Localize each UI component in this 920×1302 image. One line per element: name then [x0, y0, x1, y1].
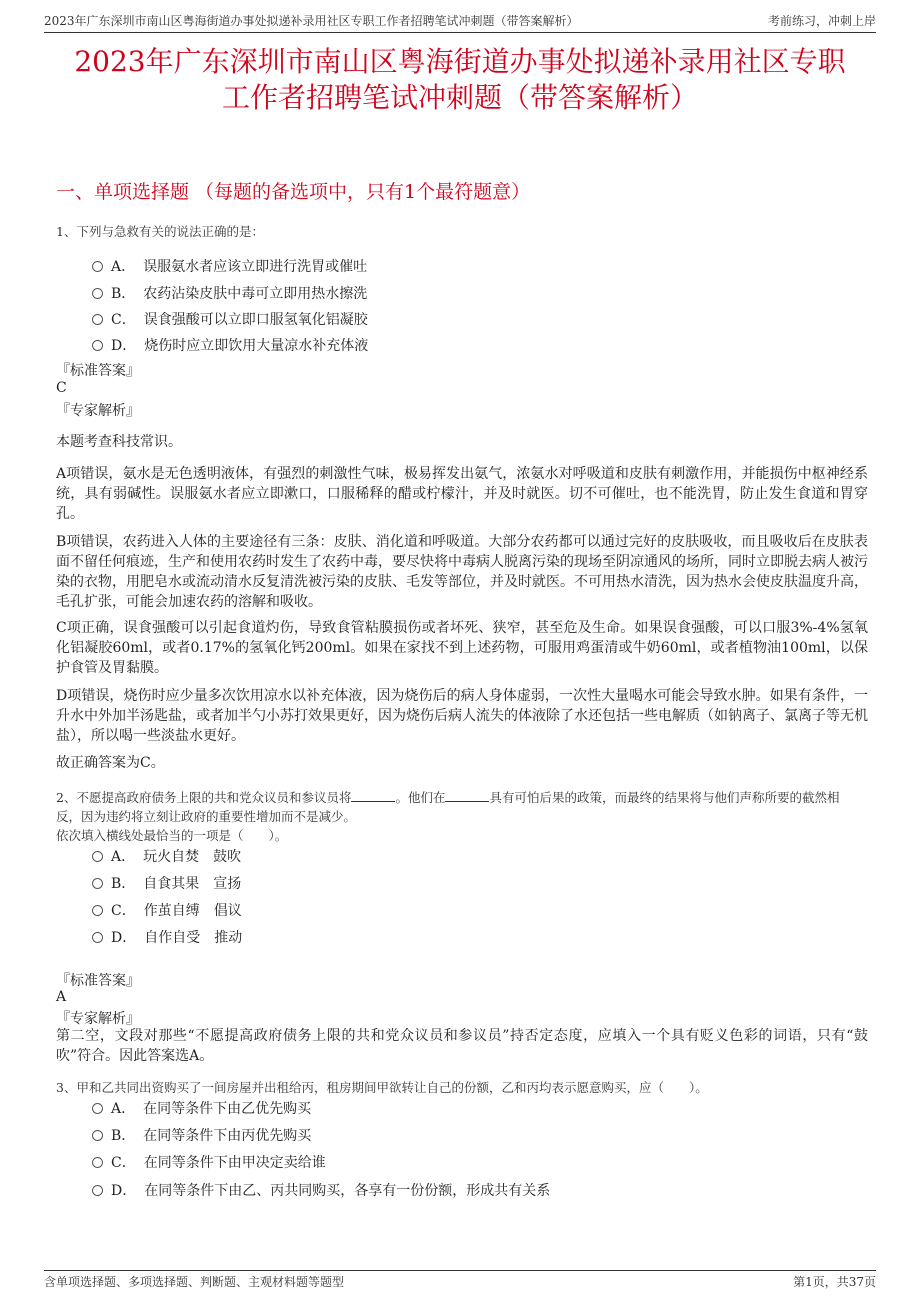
- q1-option-a[interactable]: A． 误服氨水者应该立即进行洗胃或催吐: [92, 256, 367, 278]
- q1-option-c[interactable]: C． 误食强酸可以立即口服氢氧化铝凝胶: [92, 309, 368, 331]
- radio-icon[interactable]: [92, 878, 103, 889]
- q1-analysis-label: 『专家解析』: [56, 403, 140, 419]
- q2-option-b[interactable]: B． 自食其果 宣扬: [92, 873, 241, 895]
- q1-analysis-intro: 本题考查科技常识。: [56, 434, 182, 450]
- q2-option-a[interactable]: A． 玩火自焚 鼓吹: [92, 846, 241, 868]
- q1-option-d[interactable]: D． 烧伤时应立即饮用大量凉水补充体液: [92, 335, 368, 357]
- q1-analysis-b: B项错误，农药进入人体的主要途径有三条：皮肤、消化道和呼吸道。大部分农药都可以通过完好的皮肤吸收，而且吸收后在皮肤表面不留任何痕迹，生产和使用农药时发生了农药中毒，要尽快将中毒病人脱离污染的现场至阴凉通风的场所，同时立即脱去病人被污染的衣物，用肥皂水或流动清水反复清洗被污染的皮肤、毛发等部位，并及时就医。不可用热水清洗，因为热水会使皮肤温度升高，毛孔扩张，可能会加速农药的溶解和吸收。: [56, 534, 868, 610]
- header-title: 2023年广东深圳市南山区粤海街道办事处拟递补录用社区专职工作者招聘笔试冲刺题（带答案解析）: [44, 14, 579, 28]
- q3-option-a[interactable]: A． 在同等条件下由乙优先购买: [92, 1098, 311, 1120]
- question-1-text: 1、下列与急救有关的说法正确的是：: [56, 224, 264, 239]
- q1-analysis-d: D项错误，烧伤时应少量多次饮用凉水以补充体液，因为烧伤后的病人身体虚弱，一次性大量喝水可能会导致水肿。如果有条件，一升水中外加半汤匙盐，或者加半勺小苏打效果更好，因为烧伤后病人流失的体液除了水还包括一些电解质（如钠离子、氯离子等无机盐），所以喝一些淡盐水更好。: [56, 688, 868, 744]
- page-title: [40, 44, 880, 116]
- title-line-2: 工作者招聘笔试冲刺题（带答案解析）: [221, 81, 698, 114]
- fill-blank-1: [351, 789, 395, 802]
- title-line-1: 2023年广东深圳市南山区粤海街道办事处拟递补录用社区专职: [74, 45, 846, 78]
- q2-answer: A: [56, 989, 67, 1005]
- q2-analysis-label: 『专家解析』: [56, 1011, 140, 1027]
- q3-option-b[interactable]: B． 在同等条件下由丙优先购买: [92, 1125, 311, 1147]
- radio-icon[interactable]: [92, 1185, 103, 1196]
- q3-option-c[interactable]: C． 在同等条件下由甲决定卖给谁: [92, 1152, 326, 1174]
- radio-icon[interactable]: [92, 314, 103, 325]
- q1-option-b[interactable]: B． 农药沾染皮肤中毒可立即用热水擦洗: [92, 283, 367, 305]
- header-slogan: 考前练习，冲刺上岸: [767, 14, 876, 28]
- radio-icon[interactable]: [92, 932, 103, 943]
- radio-icon[interactable]: [92, 851, 103, 862]
- question-2-text: 2、不愿提高政府债务上限的共和党众议员和参议员将 。他们在 具有可怕后果的政策，而最终的结果将与他们声称所要的截然相 反，因为违约将立刻让政府的重要性增加而不是减少。 依次填入横线处最恰当的一项是（ ）。: [56, 790, 840, 843]
- q2-answer-label: 『标准答案』: [56, 973, 140, 989]
- section-heading: 一、单项选择题 （每题的备选项中，只有1个最符题意）: [56, 181, 531, 203]
- radio-icon[interactable]: [92, 288, 103, 299]
- q1-analysis-c: C项正确，误食强酸可以引起食道灼伤，导致食管粘膜损伤或者坏死、狭窄，甚至危及生命。如果误食强酸，可以口服3%-4%氢氧化铝凝胶60ml，或者0.17%的氢氧化钙200ml。如果在家找不到上述药物，可服用鸡蛋清或牛奶60ml，或者植物油100ml，以保护食管及胃黏膜。: [56, 620, 868, 676]
- page-footer: [44, 1270, 876, 1291]
- q2-analysis: 第二空，文段对那些“不愿提高政府债务上限的共和党众议员和参议员”持否定态度，应填入一个具有贬义色彩的词语，只有“鼓吹”符合。因此答案选A。: [56, 1028, 868, 1064]
- page-number: 第1页，共37页: [793, 1275, 876, 1289]
- footer-note: 含单项选择题、多项选择题、判断题、主观材料题等题型: [44, 1275, 345, 1289]
- page-header: [44, 10, 876, 33]
- radio-icon[interactable]: [92, 1130, 103, 1141]
- q1-answer-label: 『标准答案』: [56, 363, 140, 379]
- q2-option-c[interactable]: C． 作茧自缚 倡议: [92, 900, 242, 922]
- radio-icon[interactable]: [92, 1157, 103, 1168]
- q1-answer: C: [56, 380, 67, 396]
- radio-icon[interactable]: [92, 261, 103, 272]
- radio-icon[interactable]: [92, 340, 103, 351]
- fill-blank-2: [445, 789, 489, 802]
- q3-option-d[interactable]: D． 在同等条件下由乙、丙共同购买，各享有一份份额，形成共有关系: [92, 1180, 550, 1202]
- q1-analysis-a: A项错误，氨水是无色透明液体，有强烈的刺激性气味，极易挥发出氨气，浓氨水对呼吸道和皮肤有刺激作用，并能损伤中枢神经系统，具有弱碱性。误服氨水者应立即漱口，口服稀释的醋或柠檬汁，并及时就医。切不可催吐，也不能洗胃，防止发生食道和胃穿孔。: [56, 466, 868, 522]
- q1-conclusion: 故正确答案为C。: [56, 755, 165, 771]
- q2-option-d[interactable]: D． 自作自受 推动: [92, 927, 242, 949]
- question-3-text: 3、甲和乙共同出资购买了一间房屋并出租给丙，租房期间甲欲转让自己的份额，乙和丙均表示愿意购买，应（ ）。: [56, 1080, 708, 1095]
- radio-icon[interactable]: [92, 905, 103, 916]
- radio-icon[interactable]: [92, 1103, 103, 1114]
